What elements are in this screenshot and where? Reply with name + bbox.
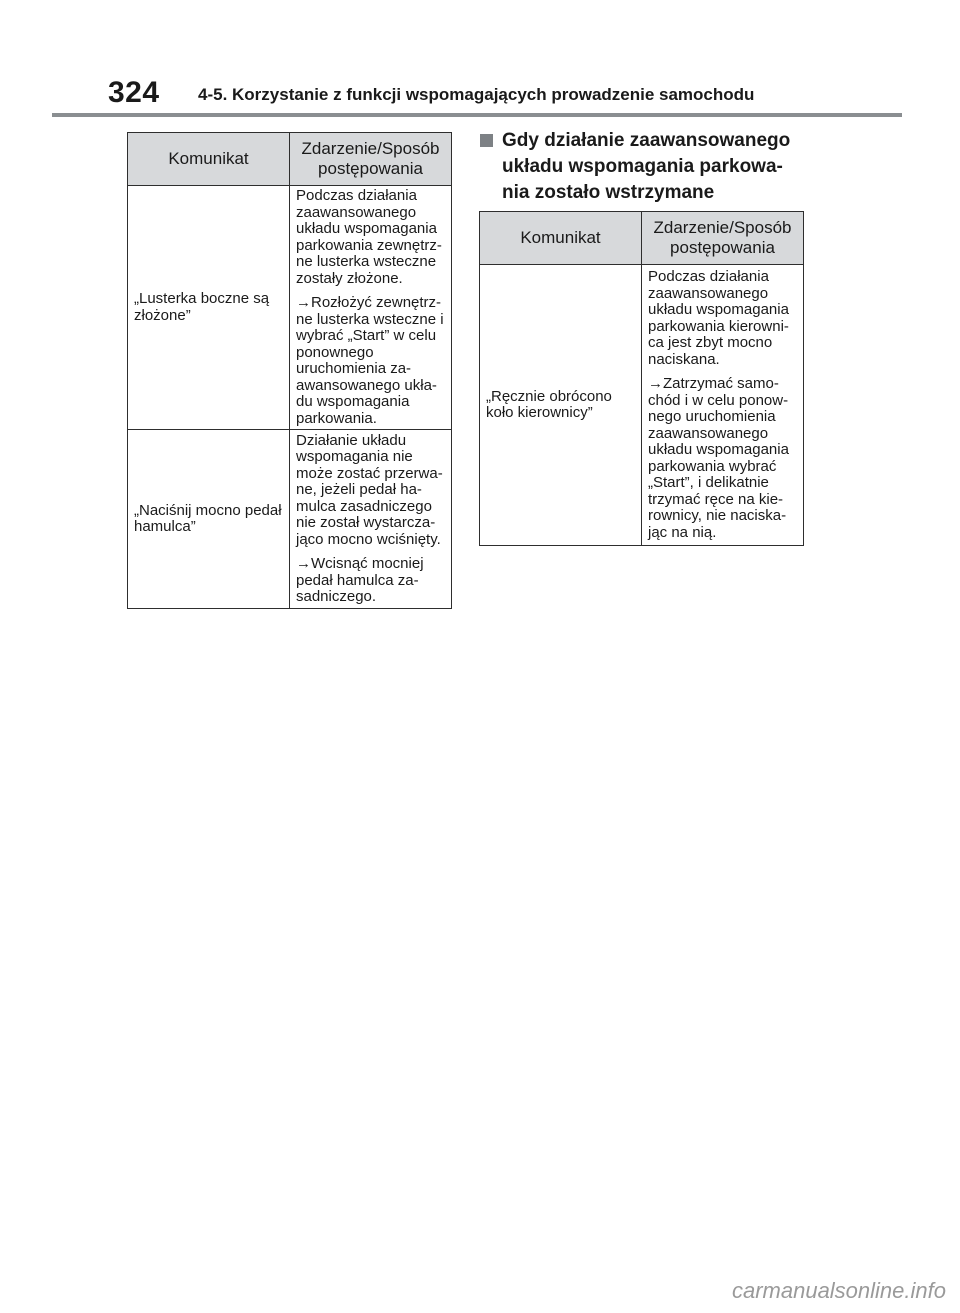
column-header-message: Komunikat bbox=[480, 212, 642, 265]
message-cell: „Ręcznie obrócono koło kierownicy” bbox=[480, 265, 642, 546]
column-header-event: Zdarzenie/Sposób postępowania bbox=[290, 133, 452, 186]
table-header-row bbox=[480, 212, 804, 265]
column-header-event: Zdarzenie/Sposób postępowania bbox=[642, 212, 804, 265]
square-bullet-icon bbox=[480, 134, 493, 147]
message-cell: „Naciśnij mocno pedał hamulca” bbox=[128, 430, 290, 609]
header-rule bbox=[52, 113, 902, 117]
table-row bbox=[128, 430, 452, 609]
event-cell bbox=[642, 265, 804, 546]
action-instruction: →Zatrzymać samo-chód i w celu ponow-nego uruchomienia zaawansowanego układu wspomagania parkowania wybrać „Start”, i delikatnie trzymać ręce na kie-rownicy, nie naciska-jąc na nią. bbox=[648, 375, 789, 541]
table-header-row bbox=[128, 133, 452, 186]
event-cell bbox=[290, 186, 452, 430]
messages-table-right bbox=[479, 211, 804, 546]
event-cell bbox=[290, 430, 452, 609]
section-heading-text: Gdy działanie zaawansowanego układu wspomagania parkowa-nia zostało wstrzymane bbox=[502, 130, 791, 203]
event-description: Podczas działania zaawansowanego układu wspomagania parkowania kierowni-ca jest zbyt mocno naciskana. bbox=[648, 268, 789, 368]
table-row bbox=[480, 265, 804, 546]
message-cell: „Lusterka boczne są złożone” bbox=[128, 186, 290, 430]
action-instruction: →Rozłożyć zewnętrz-ne lusterka wsteczne i wybrać „Start” w celu ponownego uruchomienia za-awansowanego ukła-du wspomagania parkowania. bbox=[296, 294, 444, 427]
messages-table-left bbox=[127, 132, 452, 609]
event-description: Podczas działania zaawansowanego układu wspomagania parkowania zewnętrz-ne lusterka wsteczne zostały złożone. bbox=[296, 187, 442, 287]
event-description: Działanie układu wspomagania nie może zostać przerwa-ne, jeżeli pedał ha-mulca zasadniczego nie został wystarcza-jąco mocno wciśnięty. bbox=[296, 431, 443, 548]
column-header-message: Komunikat bbox=[128, 133, 290, 186]
section-heading bbox=[480, 128, 810, 206]
action-instruction: →Wcisnąć mocniej pedał hamulca za-sadniczego. bbox=[296, 555, 424, 605]
table-row bbox=[128, 186, 452, 430]
page-number: 324 bbox=[108, 76, 160, 109]
watermark-text: carmanualsonline.info bbox=[731, 1278, 946, 1303]
chapter-title: 4-5. Korzystanie z funkcji wspomagających prowadzenie samochodu bbox=[198, 85, 755, 104]
